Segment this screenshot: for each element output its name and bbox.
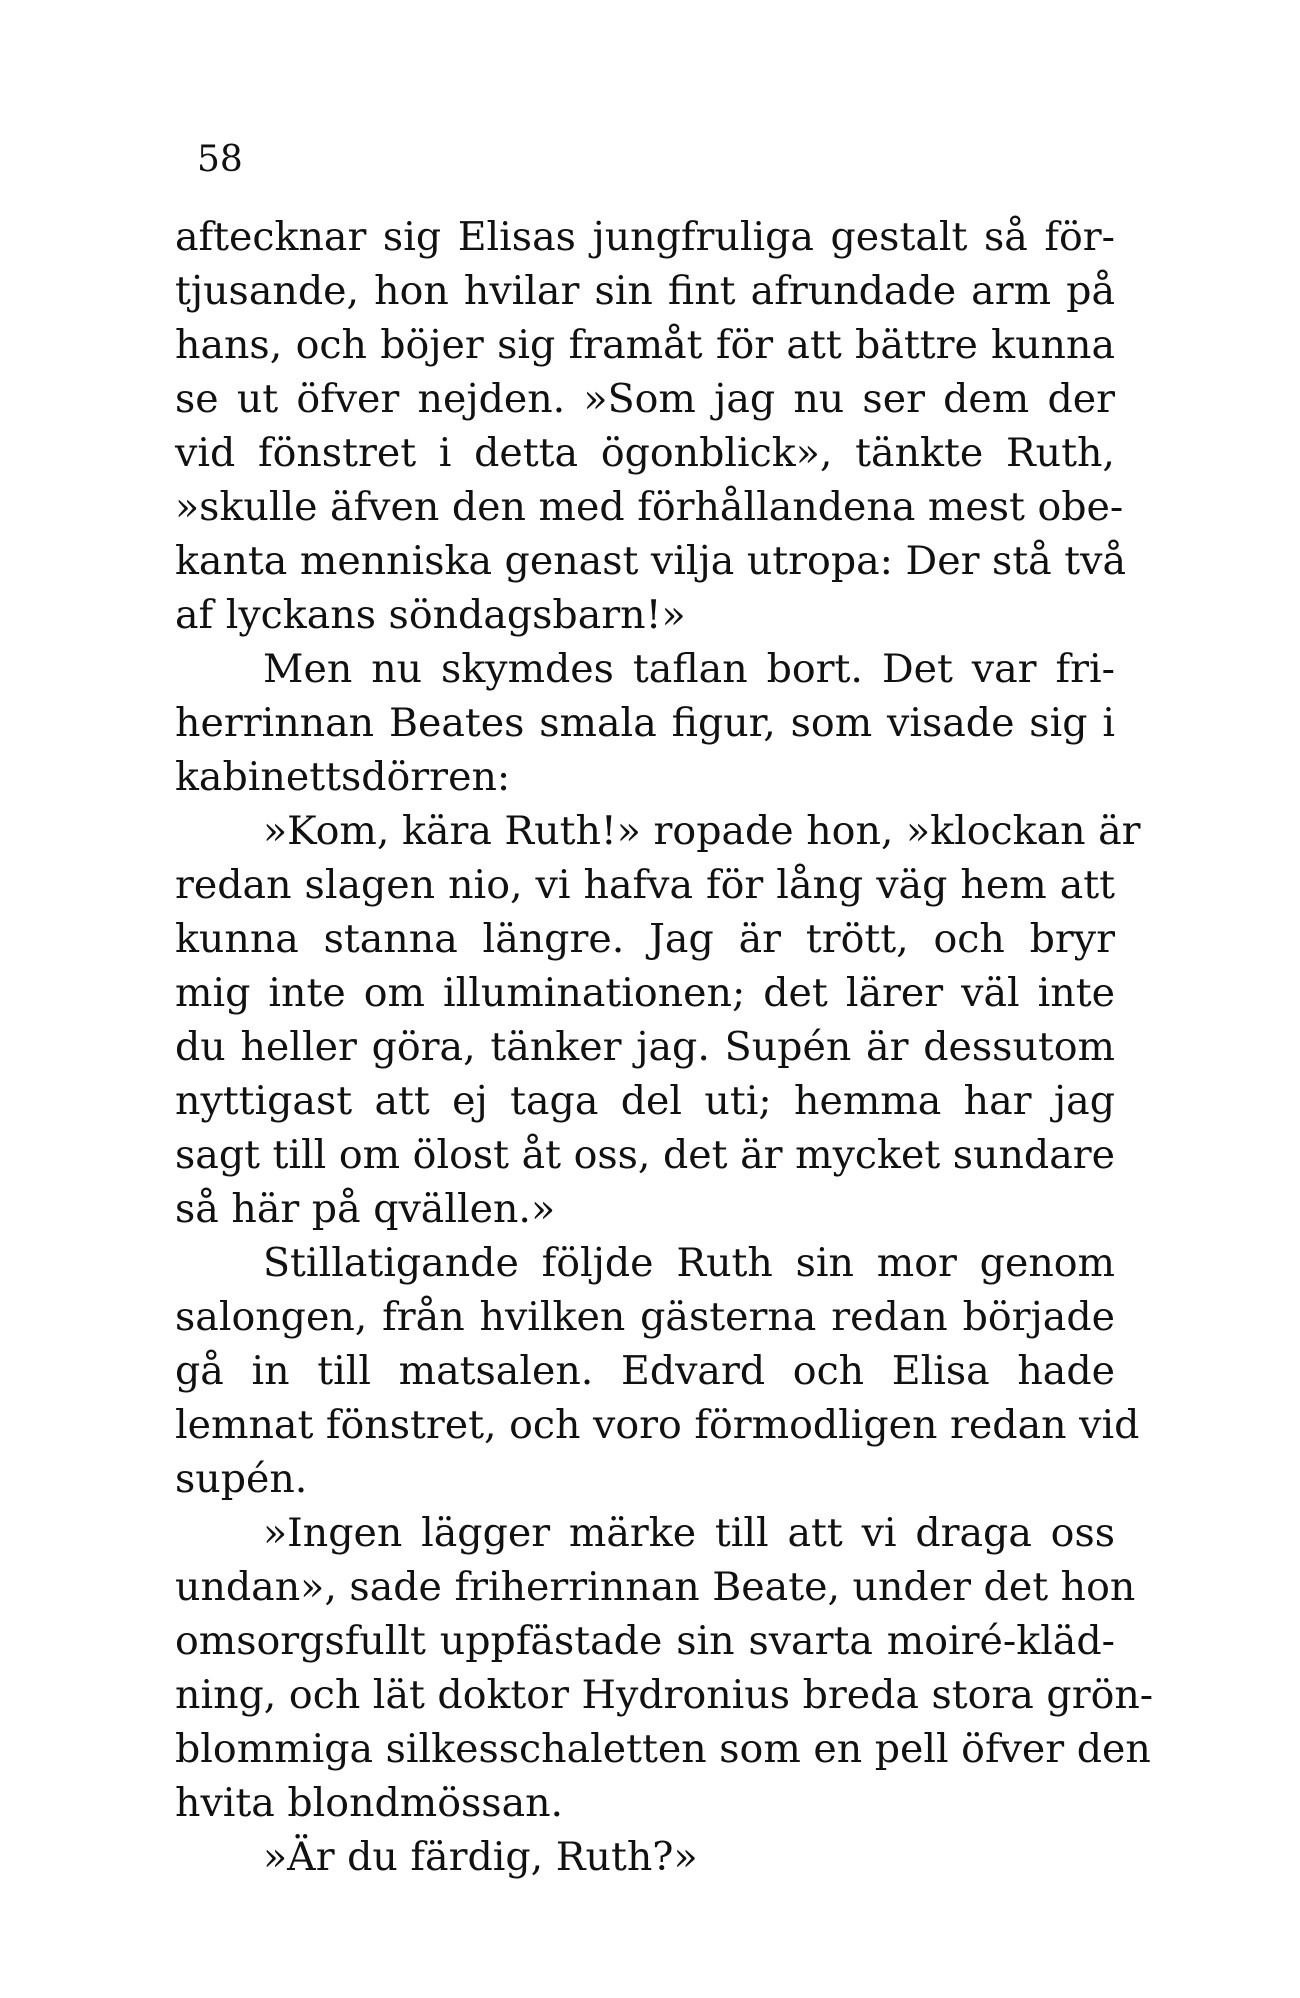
text-line: kanta menniska genast vilja utropa: Der stå två xyxy=(175,538,1126,584)
text-line: hans, och böjer sig framåt för att bättre kunna xyxy=(175,322,1115,368)
text-line: se ut öfver nejden. »Som jag nu ser dem der xyxy=(175,376,1115,422)
text-line: Stillatigande följde Ruth sin mor genom xyxy=(263,1240,1115,1286)
text-line: tjusande, hon hvilar sin fint afrundade arm på xyxy=(175,268,1115,314)
page-number: 58 xyxy=(197,139,243,180)
text-line: så här på qvällen.» xyxy=(175,1186,556,1232)
text-line: »Är du färdig, Ruth?» xyxy=(263,1834,698,1880)
body-text xyxy=(175,210,1154,1884)
text-line: undan», sade friherrinnan Beate, under det hon xyxy=(175,1564,1136,1610)
text-line: ning, och lät doktor Hydronius breda stora grön- xyxy=(175,1672,1154,1718)
text-line: »Kom, kära Ruth!» ropade hon, »klockan är xyxy=(263,808,1141,854)
text-line: supén. xyxy=(175,1456,308,1502)
text-line: Men nu skymdes taflan bort. Det var fri- xyxy=(263,646,1115,692)
text-line: »Ingen lägger märke till att vi draga oss xyxy=(263,1510,1115,1556)
text-line: du heller göra, tänker jag. Supén är dessutom xyxy=(175,1024,1115,1070)
text-line: redan slagen nio, vi hafva för lång väg hem att xyxy=(175,862,1115,908)
text-line: af lyckans söndagsbarn!» xyxy=(175,592,686,638)
text-line: omsorgsfullt uppfästade sin svarta moiré-kläd- xyxy=(175,1618,1115,1664)
text-line: vid fönstret i detta ögonblick», tänkte Ruth, xyxy=(175,430,1115,476)
text-line: lemnat fönstret, och voro förmodligen redan vid xyxy=(175,1402,1140,1448)
text-line: mig inte om illuminationen; det lärer väl inte xyxy=(175,970,1115,1016)
text-line: blommiga silkesschaletten som en pell öfver den xyxy=(175,1726,1151,1772)
text-line: hvita blondmössan. xyxy=(175,1780,564,1826)
text-line: gå in till matsalen. Edvard och Elisa hade xyxy=(175,1348,1115,1394)
text-line: sagt till om ölost åt oss, det är mycket sundare xyxy=(175,1132,1115,1178)
text-line: salongen, från hvilken gästerna redan började xyxy=(175,1294,1115,1340)
text-line: aftecknar sig Elisas jungfruliga gestalt så för- xyxy=(175,214,1115,260)
text-line: nyttigast att ej taga del uti; hemma har jag xyxy=(175,1078,1115,1124)
text-line: kunna stanna längre. Jag är trött, och bryr xyxy=(175,916,1115,962)
text-line: kabinettsdörren: xyxy=(175,754,511,800)
text-line: »skulle äfven den med förhållandena mest obe- xyxy=(175,484,1124,530)
text-line: herrinnan Beates smala figur, som visade sig i xyxy=(175,700,1115,746)
